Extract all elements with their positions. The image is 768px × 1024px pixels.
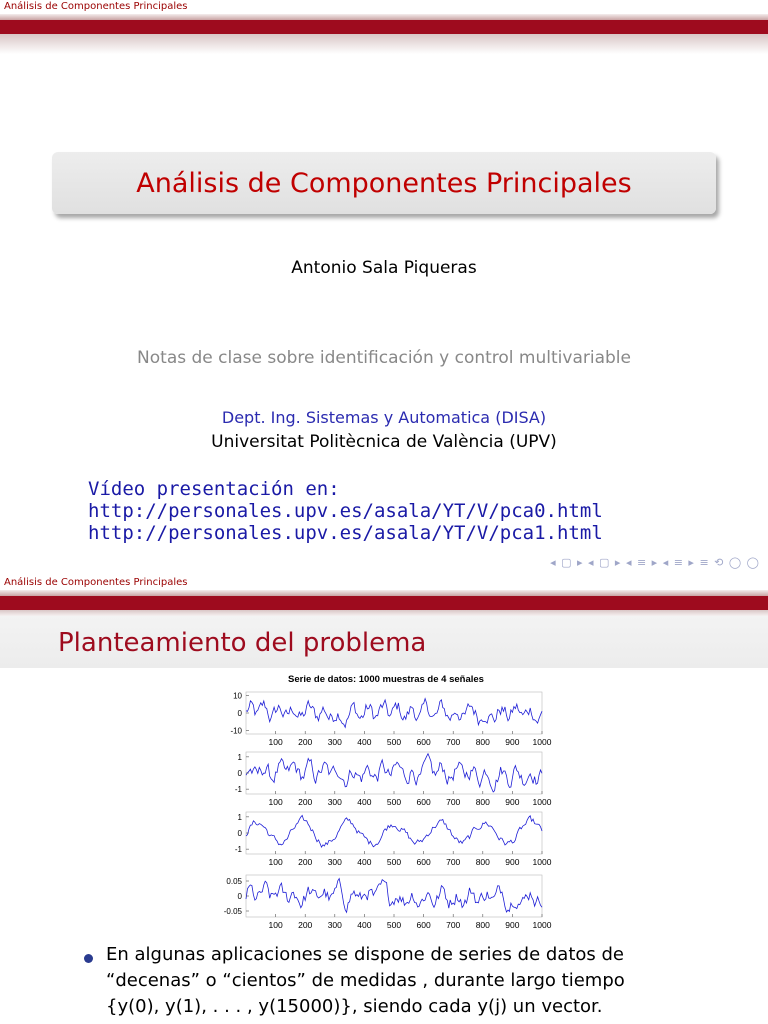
running-header: Análisis de Componentes Principales (4, 577, 188, 588)
x-tick-label: 1000 (532, 797, 552, 807)
x-tick-label: 400 (357, 737, 372, 747)
plot-area-1 (246, 692, 542, 734)
x-tick-label: 1000 (532, 920, 552, 930)
running-header: Análisis de Componentes Principales (4, 1, 188, 12)
header-band-shadow (0, 34, 768, 54)
y-tick-label: 0 (237, 769, 242, 778)
header-band (0, 596, 768, 610)
x-tick-label: 500 (386, 920, 402, 930)
plot-area-3 (246, 812, 542, 854)
x-tick-label: 400 (357, 920, 372, 930)
plot-area-2 (246, 752, 542, 794)
x-tick-label: 1000 (532, 737, 552, 747)
x-tick-label: 300 (327, 920, 342, 930)
x-tick-label: 900 (505, 737, 520, 747)
bullet-line-1: En algunas aplicaciones se dispone de series de datos de (106, 944, 625, 965)
x-tick-label: 300 (327, 737, 342, 747)
title-box (52, 152, 716, 214)
x-tick-label: 100 (268, 797, 283, 807)
x-tick-label: 200 (298, 920, 313, 930)
x-tick-label: 100 (268, 920, 283, 930)
video-link-2[interactable]: http://personales.upv.es/asala/YT/V/pca1.html (88, 522, 603, 544)
university: Universitat Politècnica de València (UPV) (211, 432, 557, 452)
x-tick-label: 200 (298, 797, 313, 807)
y-tick-label: 1 (237, 812, 242, 822)
x-tick-label: 400 (357, 797, 372, 807)
x-tick-label: 500 (386, 857, 402, 867)
x-tick-label: 300 (327, 797, 342, 807)
y-tick-label: -0.05 (223, 907, 242, 916)
x-tick-label: 200 (298, 857, 313, 867)
y-tick-label: 0 (237, 709, 242, 718)
y-tick-label: -1 (234, 845, 242, 855)
presentation-title: Análisis de Componentes Principales (136, 168, 632, 199)
x-tick-label: 900 (505, 857, 520, 867)
bullet-line-3: {y(0), y(1), . . . , y(15000)}, siendo cada y(j) un vector. (106, 996, 603, 1017)
slide-problem (0, 576, 768, 1024)
x-tick-label: 500 (386, 797, 402, 807)
x-tick-label: 700 (446, 737, 461, 747)
chart-title: Serie de datos: 1000 muestras de 4 señales (288, 674, 484, 685)
x-tick-label: 800 (475, 797, 490, 807)
x-tick-label: 100 (268, 857, 283, 867)
department: Dept. Ing. Sistemas y Automatica (DISA) (221, 408, 547, 427)
x-tick-label: 800 (475, 920, 490, 930)
x-tick-label: 600 (416, 920, 431, 930)
x-tick-label: 400 (357, 857, 372, 867)
y-tick-label: 0.05 (226, 877, 242, 886)
y-tick-label: 0 (237, 892, 242, 901)
x-tick-label: 100 (268, 737, 283, 747)
time-series-chart (196, 670, 576, 936)
video-label: Vídeo presentación en: (88, 478, 340, 500)
subtitle-notes: Notas de clase sobre identificación y control multivariable (137, 348, 631, 368)
x-tick-label: 800 (475, 857, 490, 867)
x-tick-label: 600 (416, 857, 431, 867)
y-tick-label: -10 (230, 726, 242, 736)
beamer-navigation[interactable]: ◂ ▢ ▸ ◂ ▢ ▸ ◂ ≡ ▸ ◂ ≡ ▸ ≡ ⟲ ◯ ◯ (550, 556, 760, 569)
x-tick-label: 800 (475, 737, 490, 747)
x-tick-label: 700 (446, 797, 461, 807)
y-tick-label: 0 (237, 829, 242, 838)
plot-area-4 (246, 875, 542, 917)
x-tick-label: 300 (327, 857, 342, 867)
frame-title: Planteamiento del problema (58, 628, 427, 658)
x-tick-label: 900 (505, 797, 520, 807)
author: Antonio Sala Piqueras (291, 258, 477, 278)
x-tick-label: 500 (386, 737, 402, 747)
header-band (0, 20, 768, 34)
bullet-line-2: “decenas” o “cientos” de medidas , durante largo tiempo (106, 970, 625, 991)
x-tick-label: 600 (416, 797, 431, 807)
x-tick-label: 900 (505, 920, 520, 930)
bullet-icon (84, 954, 93, 963)
y-tick-label: -1 (234, 785, 242, 795)
x-tick-label: 1000 (532, 857, 552, 867)
x-tick-label: 600 (416, 737, 431, 747)
video-link-1[interactable]: http://personales.upv.es/asala/YT/V/pca0.html (88, 500, 603, 522)
y-tick-label: 1 (237, 752, 242, 762)
x-tick-label: 200 (298, 737, 313, 747)
x-tick-label: 700 (446, 920, 461, 930)
y-tick-label: 10 (233, 691, 242, 701)
x-tick-label: 700 (446, 857, 461, 867)
